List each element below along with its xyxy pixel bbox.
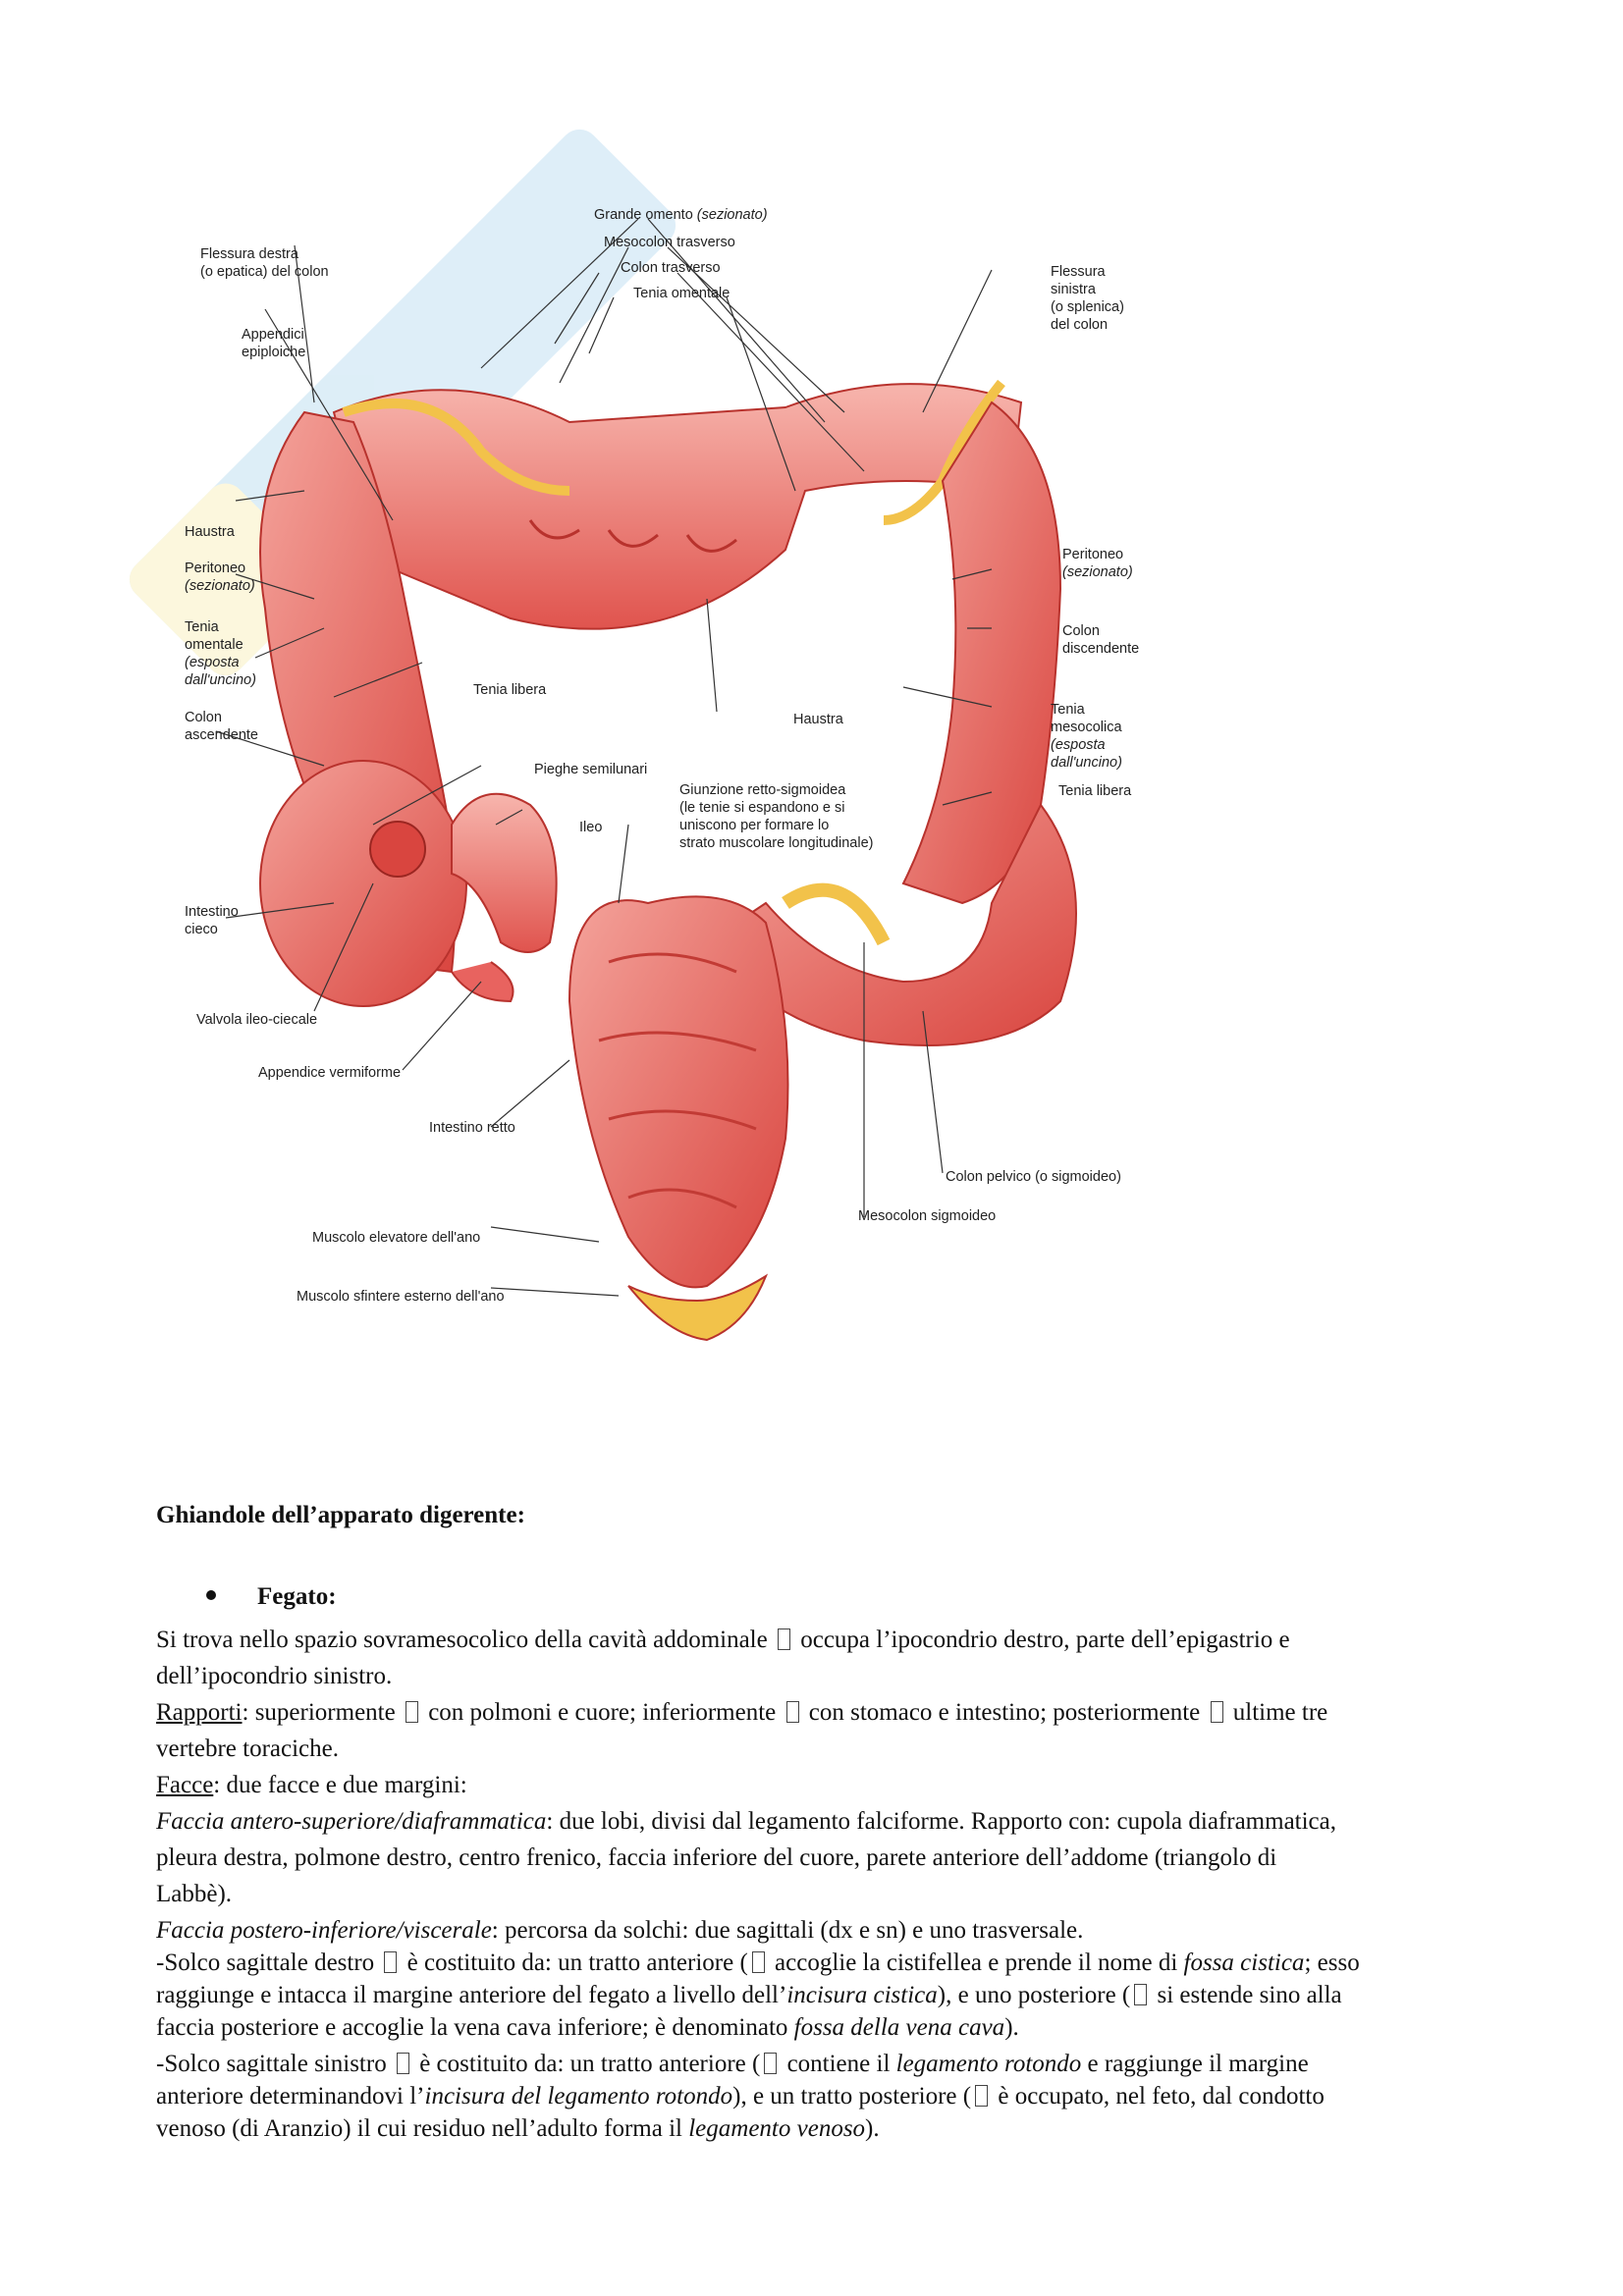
label-valvola-ileo-ciecale: Valvola ileo-ciecale — [196, 1012, 318, 1028]
arrow-icon — [778, 1629, 790, 1650]
label-tenia-libera-right: Tenia libera — [1058, 783, 1132, 799]
bullet-label: Fegato: — [257, 1583, 337, 1610]
label-mesocolon-trasverso: Mesocolon trasverso — [604, 235, 735, 250]
label-grande-omento: Grande omento (sezionato) — [594, 207, 768, 223]
label-peritoneo-left: Peritoneo (sezionato) — [185, 561, 255, 594]
label-haustra-mid: Haustra — [793, 712, 843, 727]
label-intestino-cieco: Intestino cieco — [185, 904, 239, 937]
label-pieghe-semilunari: Pieghe semilunari — [534, 762, 648, 777]
label-colon-pelvico: Colon pelvico (o sigmoideo) — [946, 1169, 1121, 1185]
label-colon-ascendente: Colon ascendente — [185, 710, 258, 743]
label-peritoneo-right: Peritoneo (sezionato) — [1062, 547, 1133, 580]
arrow-icon — [406, 1701, 418, 1723]
arrow-icon — [384, 1951, 397, 1973]
colon-anatomy-figure — [157, 196, 1183, 1360]
section-heading: Ghiandole dell’apparato digerente: — [156, 1502, 525, 1528]
arrow-icon — [752, 1951, 765, 1973]
paragraph-faccia-posteriore: Faccia postero-inferiore/viscerale: percorsa da solchi: due sagittali (dx e sn) e uno trasversale. — [156, 1917, 1084, 1944]
paragraph-facce: Facce: due facce e due margini: — [156, 1772, 467, 1798]
label-mesocolon-sigmoideo: Mesocolon sigmoideo — [858, 1208, 997, 1224]
paragraph-solco-sinistro: -Solco sagittale sinistro è costituito da: un tratto anteriore ( contiene il legamento rotondo e raggiunge il margine anteriore determinandovi l’incisura del legamento rotondo), e un tratto posteriore ( è occupato, nel feto, dal condotto venoso (di Aranzio) il cui residuo nell’adulto forma il legamento venoso). — [156, 2051, 1325, 2142]
arrow-icon — [1211, 1701, 1223, 1723]
paragraph-faccia-anteriore: Faccia antero-superiore/diaframmatica: due lobi, divisi dal legamento falciforme. Rapporto con: cupola diaframmatica, pleura destra, polmone destro, centro frenico, faccia inferiore del cuore, parete anteriore dell’addome (triangolo di Labbè). — [156, 1808, 1336, 1907]
label-appendici-epiploiche: Appendici epiploiche — [242, 327, 306, 360]
label-muscolo-elevatore: Muscolo elevatore dell'ano — [312, 1230, 481, 1246]
arrow-icon — [975, 2085, 988, 2107]
paragraph-location: Si trova nello spazio sovramesocolico della cavità addominale occupa l’ipocondrio destro, parte dell’epigastrio e dell’ipocondrio sinistro. — [156, 1627, 1290, 1689]
bullet-icon — [206, 1590, 216, 1600]
label-colon-discendente: Colon discendente — [1062, 623, 1140, 657]
arrow-icon — [397, 2053, 409, 2074]
label-muscolo-sfintere: Muscolo sfintere esterno dell'ano — [297, 1289, 505, 1305]
label-tenia-omentale-left: Tenia omentale (esposta dall'uncino) — [185, 619, 256, 688]
arrow-icon — [786, 1701, 799, 1723]
label-colon-trasverso: Colon trasverso — [621, 260, 721, 276]
label-haustra-left: Haustra — [185, 524, 235, 540]
label-appendice-vermiforme: Appendice vermiforme — [258, 1065, 402, 1081]
paragraph-solco-destro: -Solco sagittale destro è costituito da: un tratto anteriore ( accoglie la cistifellea e prende il nome di fossa cistica; esso raggiunge e intacca il margine anteriore del fegato a livello dell’incisura cistica), e uno posteriore ( si estende sino alla faccia posteriore e accoglie la vena cava inferiore; è denominato fossa della vena cava). — [156, 1949, 1360, 2041]
label-flessura-destra: Flessura destra (o epatica) del colon — [200, 246, 329, 280]
label-flessura-sinistra: Flessura sinistra (o splenica) del colon — [1051, 264, 1124, 333]
bullet-fegato — [206, 1583, 337, 1611]
arrow-icon — [1134, 1984, 1147, 2005]
arrow-icon — [764, 2053, 777, 2074]
label-tenia-omentale-top: Tenia omentale — [633, 286, 730, 301]
label-intestino-retto: Intestino retto — [429, 1120, 515, 1136]
label-tenia-libera-left: Tenia libera — [473, 682, 547, 698]
label-tenia-mesocolica: Tenia mesocolica (esposta dall'uncino) — [1051, 702, 1122, 771]
paragraph-rapporti: Rapporti: superiormente con polmoni e cuore; inferiormente con stomaco e intestino; posteriormente ultime tre vertebre toraciche. — [156, 1699, 1328, 1762]
label-ileo: Ileo — [579, 820, 603, 835]
label-giunzione-retto-sigmoidea: Giunzione retto-sigmoidea (le tenie si espandono e si uniscono per formare lo strato muscolare longitudinale) — [679, 782, 874, 851]
